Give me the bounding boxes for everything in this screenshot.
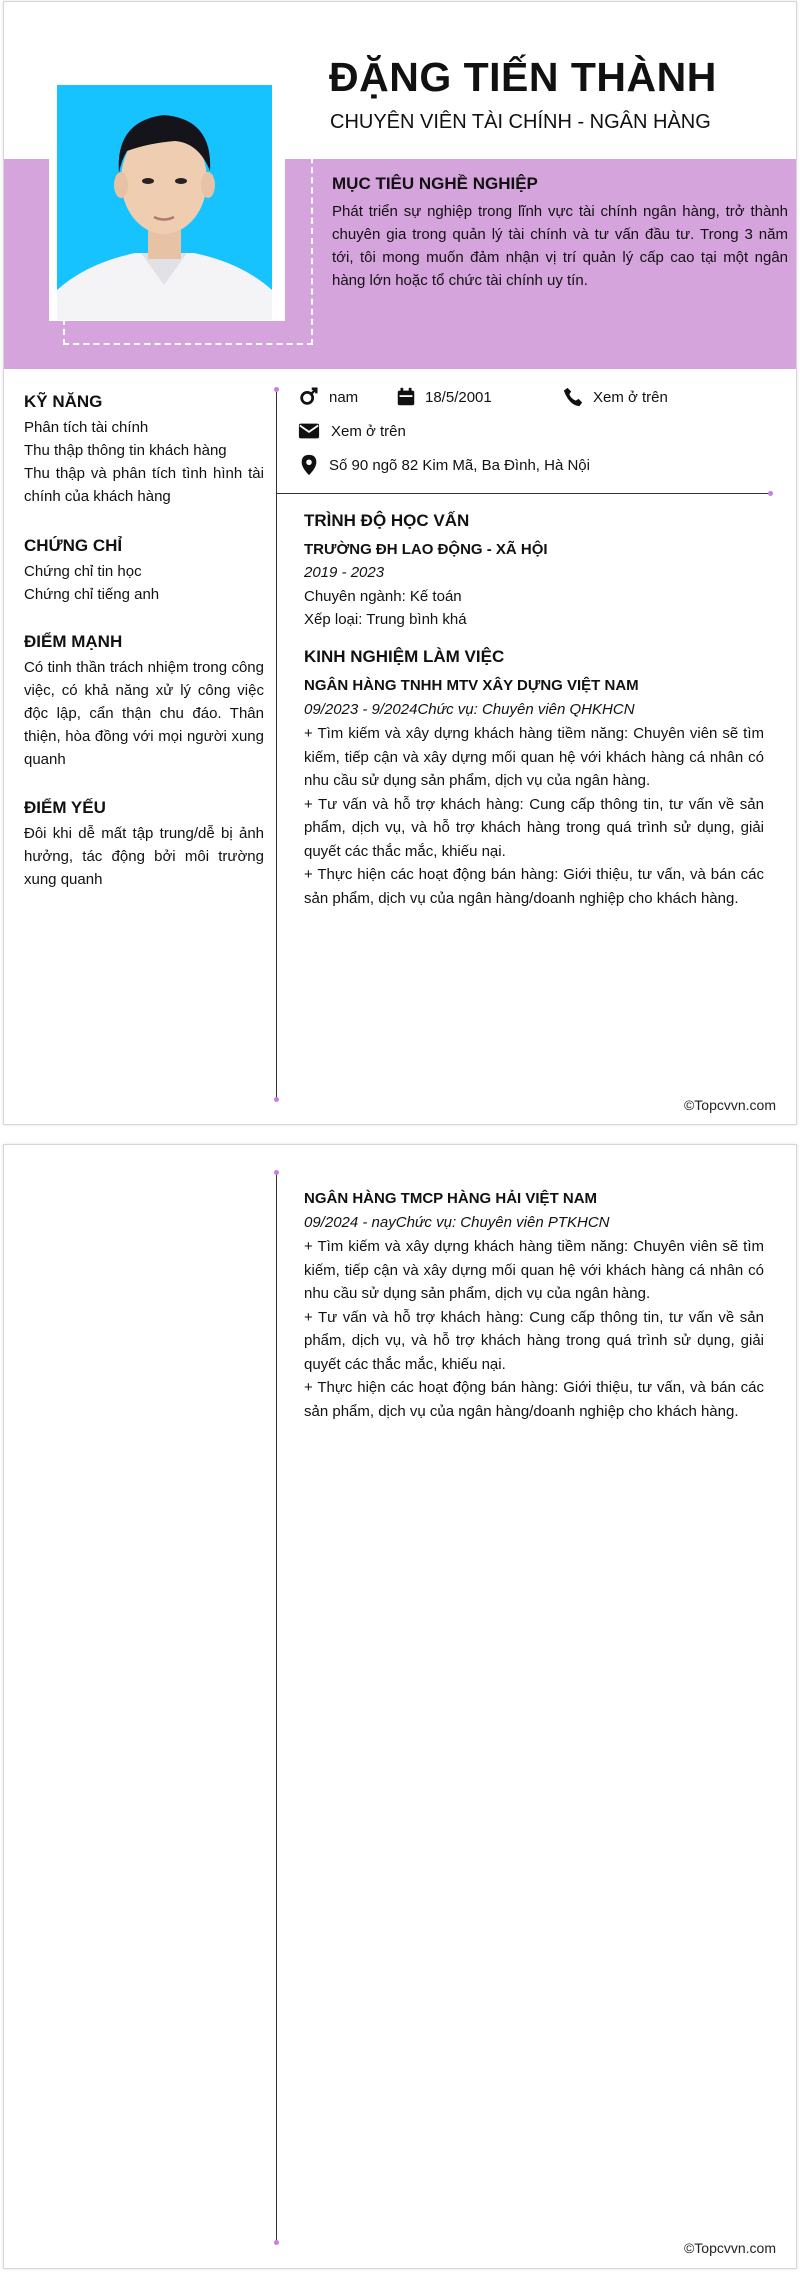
job-company: NGÂN HÀNG TNHH MTV XÂY DỰNG VIỆT NAM	[304, 677, 639, 694]
strengths-heading: ĐIỂM MẠNH	[24, 632, 123, 651]
profile-photo	[57, 85, 272, 320]
job-bullet: + Tìm kiếm và xây dựng khách hàng tiềm năng: Chuyên viên sẽ tìm kiếm, tiếp cận và xây dựng mối quan hệ với khách hàng cá nhân có nhu cầu sử dụng sản phẩm, dịch vụ của ngân hàng.	[304, 1238, 764, 1302]
job-company: NGÂN HÀNG TMCP HÀNG HẢI VIỆT NAM	[304, 1190, 598, 1207]
contact-address: Số 90 ngõ 82 Kim Mã, Ba Đình, Hà Nội	[329, 457, 590, 474]
skill-item: Thu thập thông tin khách hàng	[24, 442, 227, 459]
education-grade: Xếp loại: Trung bình khá	[304, 611, 467, 628]
contact-phone: Xem ở trên	[593, 389, 668, 406]
contact-divider	[276, 493, 770, 494]
contact-birthday: 18/5/2001	[425, 389, 492, 406]
education-heading: TRÌNH ĐỘ HỌC VẤN	[304, 511, 470, 530]
weaknesses-heading: ĐIỂM YẾU	[24, 798, 106, 817]
cv-page-1	[3, 1, 797, 1125]
skills-section	[24, 392, 264, 508]
candidate-name: ĐẶNG TIẾN THÀNH	[329, 54, 717, 100]
phone-icon	[562, 386, 584, 408]
skill-item: Thu thập và phân tích tình hình tài chính của khách hàng	[24, 465, 264, 505]
skills-heading: KỸ NĂNG	[24, 392, 103, 411]
timeline-dot-top	[274, 387, 279, 392]
experience-heading: KINH NGHIỆM LÀM VIỆC	[304, 647, 505, 666]
education-major: Chuyên ngành: Kế toán	[304, 588, 462, 605]
timeline-dot-bottom	[274, 1097, 279, 1102]
objective-text: Phát triển sự nghiệp trong lĩnh vực tài chính ngân hàng, trở thành chuyên gia trong quản lý tài chính và tư vấn đầu tư. Trong 3 năm tới, tôi mong muốn đảm nhận vị trí quản lý cấp cao tại một ngân hàng lớn hoặc tổ chức tài chính uy tín.	[332, 203, 788, 289]
location-icon	[298, 454, 320, 476]
contact-email: Xem ở trên	[331, 423, 406, 440]
job-bullet: + Tư vấn và hỗ trợ khách hàng: Cung cấp thông tin, tư vấn về sản phẩm, dịch vụ, và hỗ trợ khách hàng trong quá trình sử dụng, giải quyết các thắc mắc, khiếu nại.	[304, 1308, 764, 1373]
job-bullet: + Tìm kiếm và xây dựng khách hàng tiềm năng: Chuyên viên sẽ tìm kiếm, tiếp cận và xây dựng mối quan hệ với khách hàng cá nhân có nhu cầu sử dụng sản phẩm, dịch vụ của ngân hàng.	[304, 725, 764, 789]
timeline-dot-top	[274, 1170, 279, 1175]
education-period: 2019 - 2023	[304, 564, 385, 581]
job-description	[304, 1235, 764, 1423]
job-bullet: + Thực hiện các hoạt động bán hàng: Giới thiệu, tư vấn, và bán các sản phẩm, dịch vụ của ngân hàng/doanh nghiệp cho khách hàng.	[304, 1379, 764, 1420]
job-position: Chức vụ: Chuyên viên PTKHCN	[395, 1214, 610, 1231]
calendar-icon	[395, 386, 417, 408]
objective-heading: MỤC TIÊU NGHỀ NGHIỆP	[332, 174, 538, 193]
job-bullet: + Thực hiện các hoạt động bán hàng: Giới thiệu, tư vấn, và bán các sản phẩm, dịch vụ của ngân hàng/doanh nghiệp cho khách hàng.	[304, 866, 764, 907]
footer-credit[interactable]: ©Topcvvn.com	[683, 2240, 776, 2256]
skill-item: Phân tích tài chính	[24, 419, 149, 436]
certificate-item: Chứng chỉ tin học	[24, 563, 142, 580]
certificates-section	[24, 536, 264, 606]
email-icon	[298, 420, 320, 442]
job-period: 09/2024 - nay	[304, 1214, 396, 1231]
contact-gender: nam	[329, 389, 359, 406]
weaknesses-text: Đôi khi dễ mất tập trung/dễ bị ảnh hưởng, tác động bởi môi trường xung quanh	[24, 825, 264, 888]
education-school: TRƯỜNG ĐH LAO ĐỘNG - XÃ HỘI	[304, 541, 548, 558]
job-period-position	[304, 698, 635, 721]
timeline-dot-bottom	[274, 2240, 279, 2245]
timeline-line	[276, 1173, 277, 2243]
strengths-text: Có tinh thần trách nhiệm trong công việc, có khả năng xử lý công việc độc lập, cẩn thận chu đáo. Thân thiện, hòa đồng với mọi người xung quanh	[24, 659, 264, 768]
certificate-item: Chứng chỉ tiếng anh	[24, 586, 160, 603]
weaknesses-section	[24, 798, 264, 891]
divider-dot	[768, 491, 773, 496]
strengths-section	[24, 632, 264, 771]
certificates-heading: CHỨNG CHỈ	[24, 536, 123, 555]
cv-page-2	[3, 1144, 797, 2269]
timeline-line	[276, 390, 277, 1100]
job-bullet: + Tư vấn và hỗ trợ khách hàng: Cung cấp thông tin, tư vấn về sản phẩm, dịch vụ, và hỗ trợ khách hàng trong quá trình sử dụng, giải quyết các thắc mắc, khiếu nại.	[304, 795, 764, 860]
photo-frame	[49, 77, 285, 321]
job-period: 09/2023 - 9/2024	[304, 701, 418, 718]
job-position: Chức vụ: Chuyên viên QHKHCN	[417, 701, 635, 718]
job-description	[304, 722, 764, 910]
gender-icon	[298, 386, 320, 408]
job-title: CHUYÊN VIÊN TÀI CHÍNH - NGÂN HÀNG	[330, 111, 711, 133]
footer-credit[interactable]: ©Topcvvn.com	[683, 1097, 776, 1113]
job-period-position	[304, 1211, 610, 1234]
